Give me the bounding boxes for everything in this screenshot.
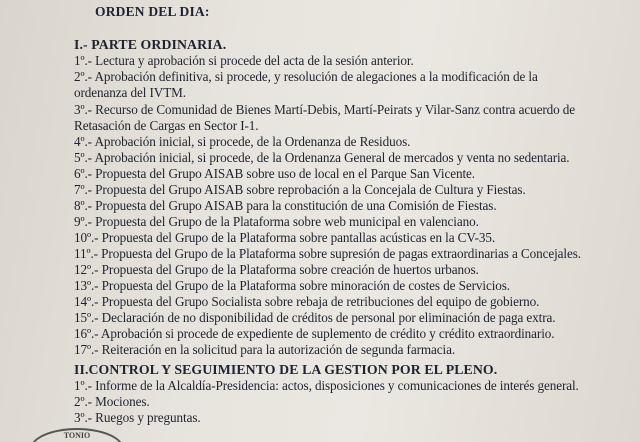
agenda-item-14: 14º.- Propuesta del Grupo Socialista sobre rebaja de retribuciones del equipo de gobierno. <box>74 294 540 309</box>
agenda-item-3: 3º.- Recurso de Comunidad de Bienes Martí-Debis, Martí-Peirats y Vilar-Sanz contra acuerdo de <box>74 102 576 117</box>
control-item-1: 1º.- Informe de la Alcaldía-Presidencia: actos, disposiciones y comunicaciones de interés general. <box>74 378 579 393</box>
agenda-item-12: 12º.- Propuesta del Grupo de la Plataforma sobre creación de huertos urbanos. <box>74 262 479 277</box>
official-stamp <box>30 428 124 442</box>
agenda-item-5: 5º.- Aprobación inicial, si procede, de la Ordenanza General de mercados y venta no sedentaria. <box>74 150 570 165</box>
document-title: ORDEN DEL DIA: <box>95 4 210 19</box>
agenda-item-4: 4º.- Aprobación inicial, si procede, de la Ordenanza de Residuos. <box>74 134 411 149</box>
agenda-item-16: 16º.- Aprobación si procede de expediente de suplemento de crédito y crédito extraordinario. <box>74 326 555 341</box>
agenda-item-7: 7º.- Propuesta del Grupo AISAB sobre reprobación a la Concejala de Cultura y Fiestas. <box>74 182 526 197</box>
agenda-item-3-cont: Retasación de Cargas en Sector I-1. <box>74 118 259 133</box>
stamp-text: TONIO <box>63 431 91 440</box>
agenda-item-10: 10º.- Propuesta del Grupo de la Plataforma sobre pantallas acústicas en la CV-35. <box>74 230 496 245</box>
agenda-item-1: 1º.- Lectura y aprobación si procede del acta de la sesión anterior. <box>74 53 414 68</box>
agenda-item-8: 8º.- Propuesta del Grupo AISAB para la constitución de una Comisión de Fiestas. <box>74 198 497 213</box>
agenda-item-9: 9º.- Propuesta del Grupo de la Plataforma sobre web municipal en valenciano. <box>74 214 479 229</box>
control-item-2: 2º.- Mociones. <box>74 394 150 409</box>
section-1-heading: I.- PARTE ORDINARIA. <box>74 37 227 52</box>
agenda-item-15: 15º.- Declaración de no disponibilidad de créditos de personal por eliminación de paga extra. <box>74 310 556 325</box>
agenda-item-6: 6º.- Propuesta del Grupo AISAB sobre uso de local en el Parque San Vicente. <box>74 166 475 181</box>
agenda-item-2-cont: ordenanza del IVTM. <box>74 85 186 100</box>
agenda-item-2: 2º.- Aprobación definitiva, si procede, y resolución de alegaciones a la modificación de la <box>74 69 538 84</box>
control-item-3: 3º.- Ruegos y preguntas. <box>74 410 201 425</box>
section-2-heading: II.CONTROL Y SEGUIMIENTO DE LA GESTION POR EL PLENO. <box>74 362 498 377</box>
agenda-item-11: 11º.- Propuesta del Grupo de la Plataforma sobre supresión de pagas extraordinarias a Concejales. <box>74 246 581 261</box>
agenda-item-17: 17º.- Reiteración en la solicitud para la autorización de segunda farmacia. <box>74 342 456 357</box>
agenda-item-13: 13º.- Propuesta del Grupo de la Plataforma sobre minoración de costes de Servicios. <box>74 278 510 293</box>
